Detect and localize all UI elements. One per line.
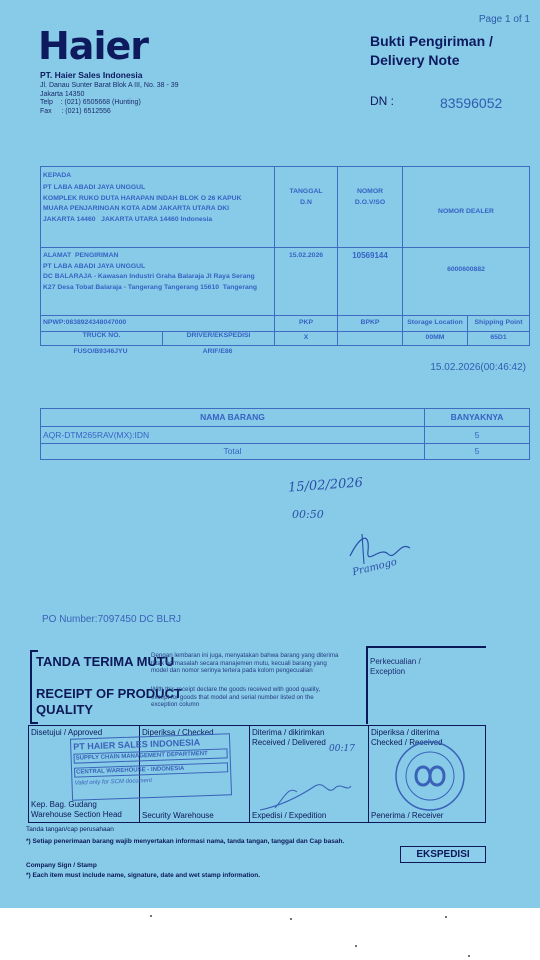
col-item-name: NAMA BARANG <box>200 412 265 422</box>
receipt-title-en: RECEIPT OF PRODUCT QUALITY <box>36 686 182 717</box>
dealer-label: NOMOR DEALER <box>438 208 494 215</box>
receipt-note-en: With this receipt declare the goods received with good quality, except for goods that model and serial number listed on the exception column <box>151 686 321 709</box>
handwritten-time: 00:50 <box>292 508 324 521</box>
footer-note-en: *) Each item must include name, signature, date and wet stamp information. <box>26 872 261 879</box>
driver-label: DRIVER/EKSPEDISI <box>186 332 251 339</box>
receipt-title-id: TANDA TERIMA MUTU <box>36 654 175 669</box>
company-name: PT. Haier Sales Indonesia <box>40 70 143 80</box>
page-number: Page 1 of 1 <box>478 14 530 25</box>
checked-received-label: Diperiksa / diterima Checked / Received <box>371 728 443 747</box>
signature-grid <box>28 725 486 823</box>
footer-note-id: *) Setiap penerimaan barang wajib menyertakan informasi nama, tanda tangan, tanggal dan Cap basah. <box>26 838 345 845</box>
npwp: NPWP:0838924348047000 <box>43 319 127 326</box>
kepada-label: KEPADA <box>43 172 72 179</box>
truck-label: TRUCK NO. <box>82 332 121 339</box>
checked-label: Diperiksa / Checked <box>142 728 214 737</box>
nomor-label: NOMOR D.O.V/SO <box>354 188 386 206</box>
bpkp-label: BPKP <box>360 319 380 326</box>
po-number: PO Number:7097450 DC BLRJ <box>42 614 181 625</box>
delivered-label: Diterima / dikirimkan Received / Delivered <box>252 728 326 747</box>
col-quantity: BANYAKNYA <box>450 412 504 422</box>
tanggal-label: TANGGAL D.N <box>289 188 323 206</box>
receiver-label: Penerima / Receiver <box>371 811 444 820</box>
footer-sign-stamp-en: Company Sign / Stamp <box>26 862 97 869</box>
storage-location-value: 00MM <box>425 334 445 341</box>
company-address: Jl. Danau Sunter Barat Blok A III, No. 38 - 39 Jakarta 14350 Telp : (021) 6505668 (Hunting) Fax : (021) 6512556 <box>40 82 179 115</box>
document-title: Bukti Pengiriman / Delivery Note <box>370 33 493 68</box>
tanggal-value: 15.02.2026 <box>288 252 324 259</box>
nomor-value: 10569144 <box>352 251 388 260</box>
shipping-point-value: 65D1 <box>490 334 507 341</box>
truck-value: FUSO/B9346JYU <box>73 348 128 355</box>
handwritten-date: 15/02/2026 <box>287 475 364 496</box>
item-name: AQR-DTM265RAV(MX):IDN <box>43 430 150 440</box>
driver-value: ARIF/E86 <box>202 348 233 355</box>
recipient-table <box>40 166 530 346</box>
total-value: 5 <box>474 446 480 456</box>
dn-label: DN : <box>370 94 394 108</box>
security-label: Security Warehouse <box>142 811 214 820</box>
approved-label: Disetujui / Approved <box>31 728 103 737</box>
exception-label: Perkecualian / Exception <box>370 657 421 676</box>
haier-logo: Haier <box>38 24 148 68</box>
section-head-label: Kep. Bag. Gudang Warehouse Section Head <box>31 800 122 819</box>
receiver-stamp <box>384 736 480 816</box>
stamp-line-2: SUPPLY CHAIN MANAGEMENT DEPARTMENT <box>73 748 227 763</box>
dealer-value: 6000600882 <box>447 266 485 273</box>
driver-signature <box>255 766 355 816</box>
item-qty: 5 <box>474 430 480 440</box>
dn-number: 83596052 <box>440 95 503 111</box>
shipping-point-label: Shipping Point <box>474 319 523 326</box>
footer-sign-stamp-id: Tanda tangan/cap perusahaan <box>26 826 114 833</box>
storage-location-label: Storage Location <box>407 319 463 326</box>
pkp-value: X <box>303 334 309 341</box>
items-table <box>40 408 530 460</box>
company-stamp <box>70 733 232 801</box>
stamp-line-4: Valid only for SCM document <box>74 777 153 787</box>
handwritten-name: Pramogo <box>351 556 399 579</box>
ekspedisi-box: EKSPEDISI <box>400 846 486 863</box>
total-label: Total <box>223 446 242 456</box>
shipping-address: ALAMAT PENGIRIMAN PT LABA ABADI JAYA UNGGUL DC BALARAJA - Kawasan Industri Graha Balaraja Jl Raya Serang K27 Desa Tobat Balaraja - Tangerang Tangerang 15610 Tangerang <box>43 252 258 291</box>
stamp-time: 00:17 <box>329 744 355 754</box>
pkp-label: PKP <box>299 319 313 326</box>
stamp-line-1: PT HAIER SALES INDONESIA <box>73 737 201 752</box>
kepada-address: PT LABA ABADI JAYA UNGGUL KOMPLEK RUKO DUTA HARAPAN INDAH BLOK O 26 KAPUK MUARA PENJARINGAN KOTA ADM JAKARTA UTARA DKI JAKARTA 14460 JAKARTA UTARA 14460 Indonesia <box>43 184 242 223</box>
expedition-label: Expedisi / Expedition <box>252 811 327 820</box>
stamp-line-3: CENTRAL WAREHOUSE - INDONESIA <box>74 762 228 777</box>
receipt-note-id: Dengan lembaran ini juga, menyatakan bahwa barang yang diterima tidak bermasalah secara manajemen mutu, kecuali barang yang model dan nomor serinya tertera pada kolom pengecualian <box>151 652 339 675</box>
print-timestamp: 15.02.2026(00:46:42) <box>430 362 526 373</box>
